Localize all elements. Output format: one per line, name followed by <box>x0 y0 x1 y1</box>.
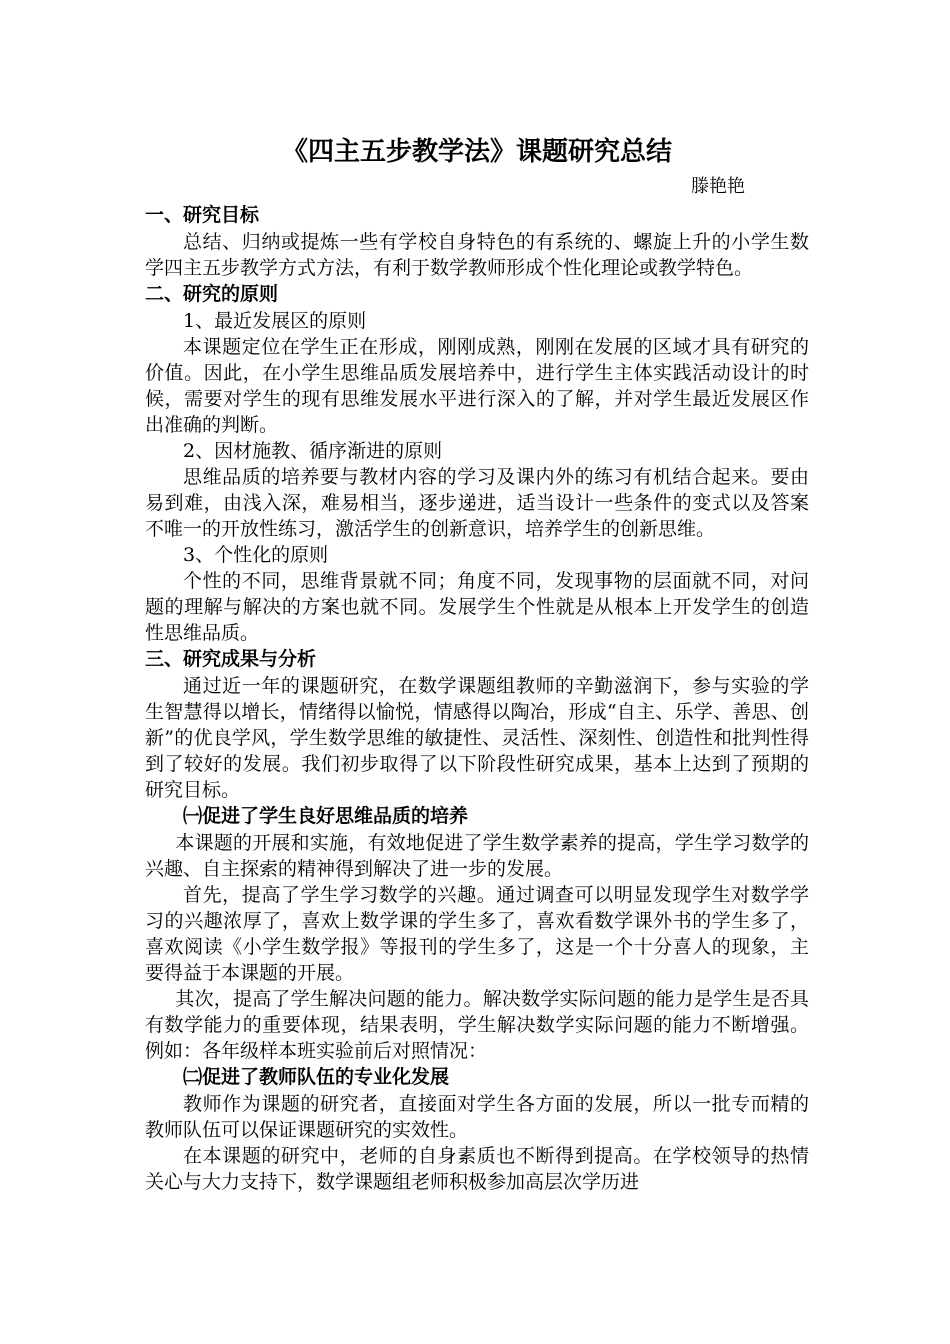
section-heading-principles: 二、研究的原则 <box>145 283 279 305</box>
paragraph: 本课题定位在学生正在形成，刚刚成熟，刚刚在发展的区域才具有研究的价值。因此，在小学生思维品质发展培养中，进行学生主体实践活动设计的时候，需要对学生的现有思维发展水平进行深入的了解，并对学生最近发展区作出准确的判断。 <box>145 336 809 436</box>
principle-label: 2、因材施教、循序渐进的原则 <box>183 440 443 462</box>
paragraph: 总结、归纳或提炼一些有学校自身特色的有系统的、螺旋上升的小学生数学四主五步教学方式方法，有利于数学教师形成个性化理论或教学特色。 <box>145 231 809 279</box>
paragraph: 教师作为课题的研究者，直接面对学生各方面的发展，所以一批专而精的教师队伍可以保证课题研究的实效性。 <box>145 1093 809 1141</box>
subsection-heading-students: ㈠促进了学生良好思维品质的培养 <box>183 805 469 827</box>
paragraph: 本课题的开展和实施，有效地促进了学生数学素养的提高，学生学习数学的兴趣、自主探索的精神得到解决了进一步的发展。 <box>145 832 809 880</box>
principle-label: 1、最近发展区的原则 <box>183 310 367 332</box>
paragraph: 首先，提高了学生学习数学的兴趣。通过调查可以明显发现学生对数学学习的兴趣浓厚了，喜欢上数学课的学生多了，喜欢看数学课外书的学生多了，喜欢阅读《小学生数学报》等报刊的学生多了，这是一个十分喜人的现象，主要得益于本课题的开展。 <box>145 884 809 984</box>
paragraph: 思维品质的培养要与教材内容的学习及课内外的练习有机结合起来。要由易到难，由浅入深，难易相当，逐步递进，适当设计一些条件的变式以及答案不唯一的开放性练习，激活学生的创新意识，培养学生的创新思维。 <box>145 466 809 540</box>
paragraph: 在本课题的研究中，老师的自身素质也不断得到提高。在学校领导的热情关心与大力支持下，数学课题组老师积极参加高层次学历进 <box>145 1145 809 1193</box>
subsection-heading-teachers: ㈡促进了教师队伍的专业化发展 <box>183 1066 450 1088</box>
document-page <box>145 132 809 1195</box>
document-title: 《四主五步教学法》课题研究总结 <box>281 137 672 167</box>
paragraph: 个性的不同，思维背景就不同；角度不同，发现事物的层面就不同，对问题的理解与解决的方案也就不同。发展学生个性就是从根本上开发学生的创造性思维品质。 <box>145 570 809 644</box>
author-name: 滕艳艳 <box>691 176 745 197</box>
paragraph: 其次，提高了学生解决问题的能力。解决数学实际问题的能力是学生是否具有数学能力的重要体现，结果表明，学生解决数学实际问题的能力不断增强。例如：各年级样本班实验前后对照情况： <box>145 988 809 1062</box>
principle-label: 3、个性化的原则 <box>183 544 329 566</box>
section-heading-goal: 一、研究目标 <box>145 204 260 226</box>
section-heading-results: 三、研究成果与分析 <box>145 648 317 670</box>
paragraph: 通过近一年的课题研究，在数学课题组教师的辛勤滋润下，参与实验的学生智慧得以增长，情绪得以愉悦，情感得以陶冶，形成“自主、乐学、善思、创新”的优良学风，学生数学思维的敏捷性、灵活性、深刻性、创造性和批判性得到了较好的发展。我们初步取得了以下阶段性研究成果，基本上达到了预期的研究目标。 <box>145 675 809 801</box>
